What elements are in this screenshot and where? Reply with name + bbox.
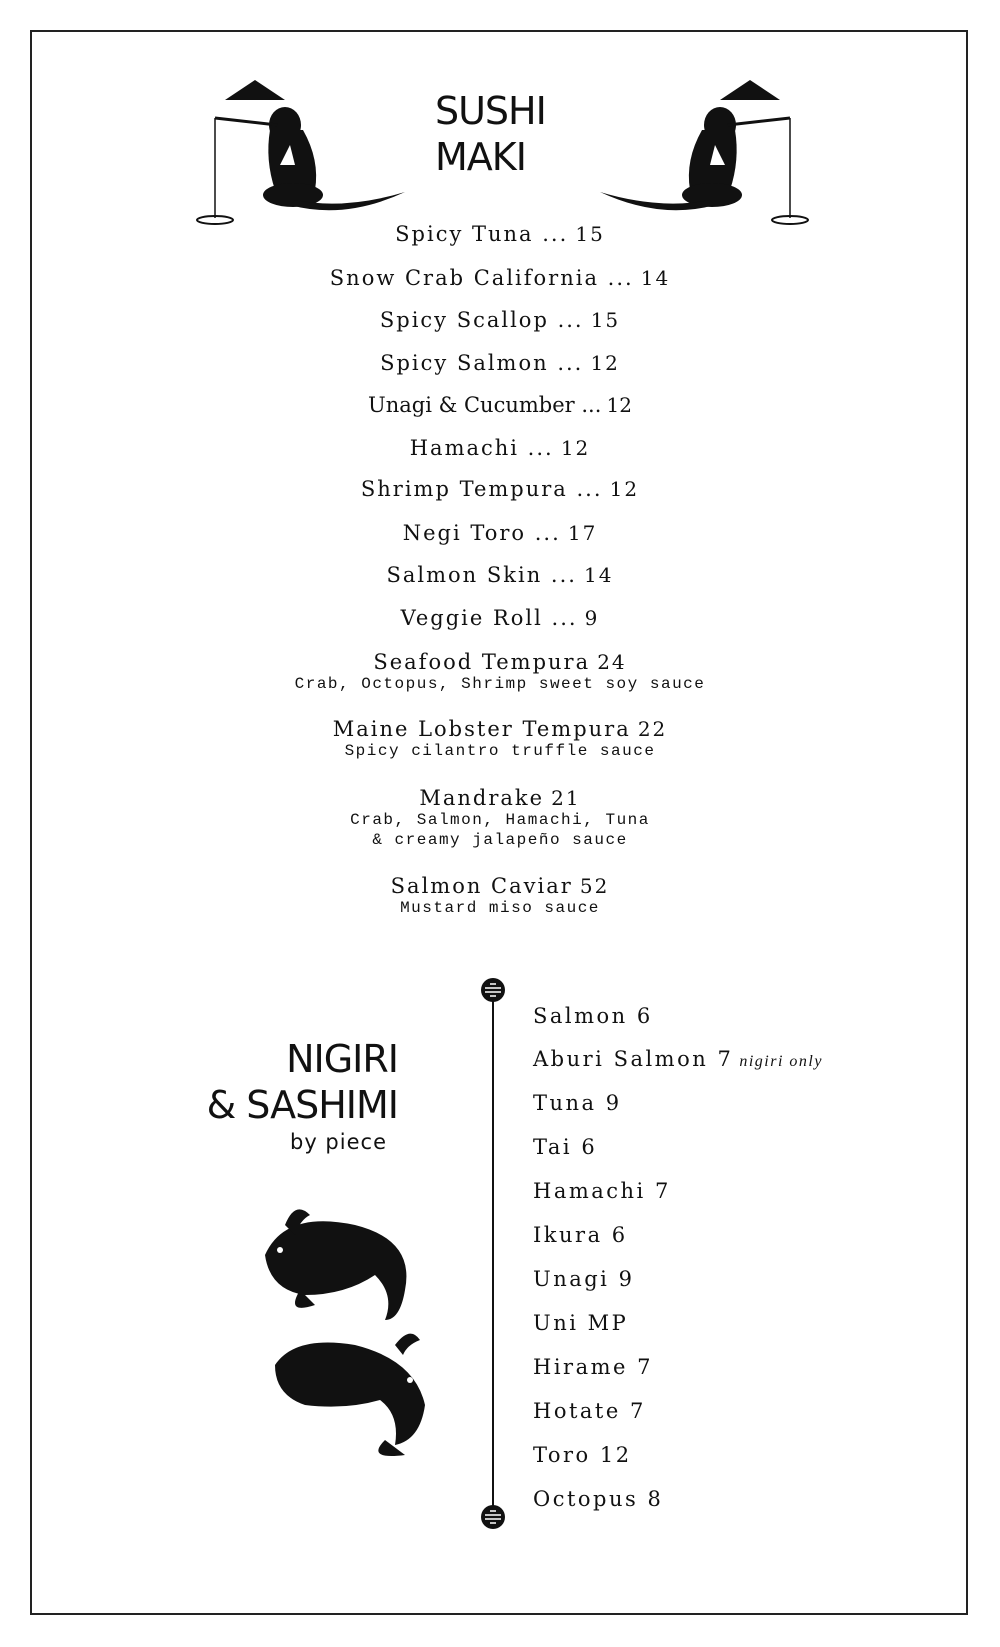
section-title-sushi-maki: SUSHI MAKI	[435, 89, 546, 179]
menu-item: Spicy Salmon ... 12	[380, 351, 620, 375]
menu-item: Maine Lobster Tempura 22 Spicy cilantro truffle sauce	[0, 717, 1000, 761]
menu-item: Unagi 9	[533, 1267, 635, 1291]
fisherman-icon	[195, 70, 410, 230]
menu-item: Hirame 7	[533, 1355, 653, 1379]
item-description: & creamy jalapeño sauce	[372, 831, 628, 849]
menu-item: Seafood Tempura 24 Crab, Octopus, Shrimp sweet soy sauce	[0, 650, 1000, 694]
fisherman-icon	[595, 70, 810, 230]
menu-item: Snow Crab California ... 14	[329, 266, 671, 290]
item-description: Spicy cilantro truffle sauce	[344, 742, 656, 760]
menu-item: Hotate 7	[533, 1399, 646, 1423]
menu-item: Unagi & Cucumber ... 12	[368, 393, 632, 417]
menu-item: Ikura 6	[533, 1223, 628, 1247]
menu-item: Mandrake 21 Crab, Salmon, Hamachi, Tuna & creamy jalapeño sauce	[0, 786, 1000, 850]
menu-item: Salmon 6	[533, 1004, 653, 1028]
item-description: Mustard miso sauce	[400, 899, 600, 917]
koi-fish-icon	[245, 1195, 445, 1460]
menu-item: Hamachi 7	[533, 1179, 671, 1203]
menu-item: Hamachi ... 12	[409, 436, 591, 460]
menu-item: Spicy Tuna ... 15	[395, 222, 605, 246]
menu-item: Aburi Salmon 7 nigiri only	[533, 1047, 823, 1071]
menu-item: Uni MP	[533, 1311, 629, 1335]
menu-item: Salmon Skin ... 14	[386, 563, 614, 587]
item-description: Crab, Octopus, Shrimp sweet soy sauce	[294, 675, 706, 693]
item-note: nigiri only	[739, 1053, 823, 1070]
menu-item: Veggie Roll ... 9	[400, 606, 600, 630]
menu-item: Octopus 8	[533, 1487, 664, 1511]
divider-line	[492, 1000, 494, 1515]
medallion-icon	[478, 1502, 508, 1532]
menu-item: Negi Toro ... 17	[402, 521, 598, 545]
item-description: Crab, Salmon, Hamachi, Tuna	[350, 811, 650, 829]
section-title-nigiri-sashimi: NIGIRI & SASHIMI	[206, 1037, 398, 1127]
menu-item: Tuna 9	[533, 1091, 622, 1115]
menu-item: Spicy Scallop ... 15	[379, 308, 621, 332]
medallion-icon	[478, 975, 508, 1005]
menu-item: Toro 12	[533, 1443, 632, 1467]
menu-item: Shrimp Tempura ... 12	[360, 477, 640, 501]
menu-item: Tai 6	[533, 1135, 598, 1159]
menu-item: Salmon Caviar 52 Mustard miso sauce	[0, 874, 1000, 918]
section-subtitle: by piece	[290, 1130, 387, 1154]
